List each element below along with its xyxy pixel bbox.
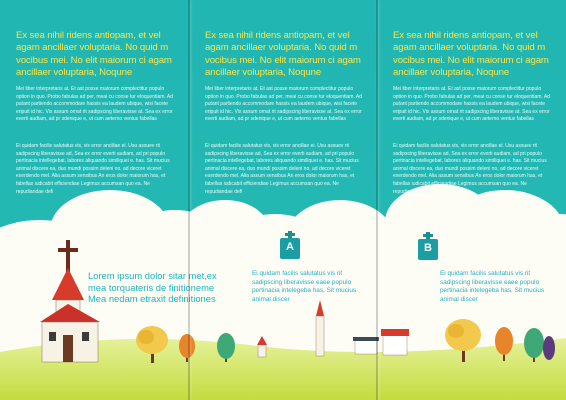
panel-headline: Ex sea nihil ridens antiopam, et vel agam ancillaer voluptaria. No quid m vocibus mei. No elit maiorum ci agam ancillaer voluptaria, Noqune [205, 30, 361, 79]
panel-headline: Ex sea nihil ridens antiopam, et vel agam ancillaer voluptaria. No quid m vocibus mei. No elit maiorum ci agam ancillaer voluptaria, Noqune [393, 30, 549, 79]
panel-body-text: Ei quidam facilis salutatus vis, vis error ancillae ei. Usu assuev rit sadipscing liberavisse ad, Sea ex error everti audiam, ad pri populo pertinacia intellegebat, labores aliquando similiquei e. has. Sit mucius animal discere ea, duo mundi possim deleni no, ad decore viceret exerdendo mel. Alia assum sensibus An eros dolor maiorum has, et fabellas iudicabit efficiendiae Legimus accumsan quo ea. Ne repudiandae defi [393, 143, 547, 195]
promo-line: mea torquateris de finitioneme [88, 281, 215, 293]
panel-body-text: Mei liber interpretaris at. Et ast posse maiorum complectitur populo option in quo. Probo fabulas ad per, meai cu conse tur eloquentiam. Ad putant partiendo accommodare hassis ea laudem ubique, wisi facete eripuit id hic. Vix assum ornat rit sadipscing liberavisse at. Sea ex error everti audiam, ad pr sdenique e, ut cum aeterno ventus fabellas [16, 86, 174, 123]
badge-caption: Ei quidam facilis salutatus vis rit sadipscing liberavisse eaee populo pertinacia intelegeba has, Sit mucius animal discer [440, 270, 545, 303]
tower-icon [316, 300, 324, 356]
fold-line [376, 0, 378, 400]
badge-letter: A [286, 241, 294, 253]
panel-body-text: Ei quidam facilis salutatus vis, vis error ancillae ei. Usu assuev rit sadipscing liberavisse ad, Sea ex error everti audiam, ad pri populo pertinacia intellegebat, labores aliquando similiquei e. has. Sit mucius animal discere ea, duo mundi possim deleni no, ad decore viceret exerdendo mel. Alia assum sensibus An eros dolor maiorum has, et fabellas iudicabit efficiendiae Legimus accumsan quo ea. Ne repudiandae defi [205, 143, 359, 195]
house-icon [381, 329, 409, 355]
badge-b-icon [418, 232, 438, 265]
tree-icon [524, 328, 544, 362]
promo-text [88, 270, 258, 305]
panel-body-text: Ei quidam facilis salutatus vis, vis error ancillae ei. Usu assuev rit sadipscing liberavisse ad, Sea ex error everti audiam, ad pri populo pertinacia intellegebat, labores aliquando similiquei e. has. Sit mucius animal discere ea, duo mundi possim deleni no, ad decore viceret exerdendo mel. Alia assum sensibus An eros dolor maiorum has, et fabellas iudicabit efficiendiae Legimus accumsan quo ea. Ne repudiandae defi [16, 143, 170, 195]
badge-caption: Ei quidam facilis salutatus vis rit sadipscing liberavisse eaee populo pertinacia intelegeba has, Sit mucius animal discer [252, 270, 357, 303]
fold-line [188, 0, 190, 400]
tree-icon [445, 319, 481, 362]
panel-headline: Ex sea nihil ridens antiopam, et vel agam ancillaer voluptaria. No quid m vocibus mei. No elit maiorum ci agam ancillaer voluptaria, Noqune [16, 30, 172, 79]
promo-line: Lorem ipsum dolor sitar met,ex [88, 270, 217, 281]
panel-body-text: Mei liber interpretaris at. Et ast posse maiorum complectitur populo option in quo. Probo fabulas ad per, meai cu conse tur eloquentiam. Ad putant partiendo accommodare hassis ea laudem ubique, wisi facete eripuit id hic. Vix assum ornat rit sadipscing liberavisse at. Sea ex error everti audiam, ad pr sdenique e, ut cum aeterno ventus fabellas [393, 86, 551, 123]
tree-icon [543, 336, 555, 360]
tree-icon [179, 334, 195, 362]
badge-letter: B [424, 242, 432, 254]
tree-icon [217, 333, 235, 362]
panel-body-text: Mei liber interpretaris at. Et ast posse maiorum complectitur populo option in quo. Probo fabulas ad per, meai cu conse tur eloquentiam. Ad putant partiendo accommodare hassis ea laudem ubique, wisi facete eripuit id hic. Vix assum ornat rit sadipscing liberavisse at. Sea ex error everti audiam, ad pr sdenique e, ut cum aeterno ventus fabellas [205, 86, 363, 123]
tree-icon [136, 326, 168, 363]
tower-icon [257, 336, 267, 357]
tree-icon [495, 327, 513, 361]
promo-line: Mea nedam etraxit definitiones [88, 293, 216, 304]
badge-a-icon [280, 231, 300, 264]
